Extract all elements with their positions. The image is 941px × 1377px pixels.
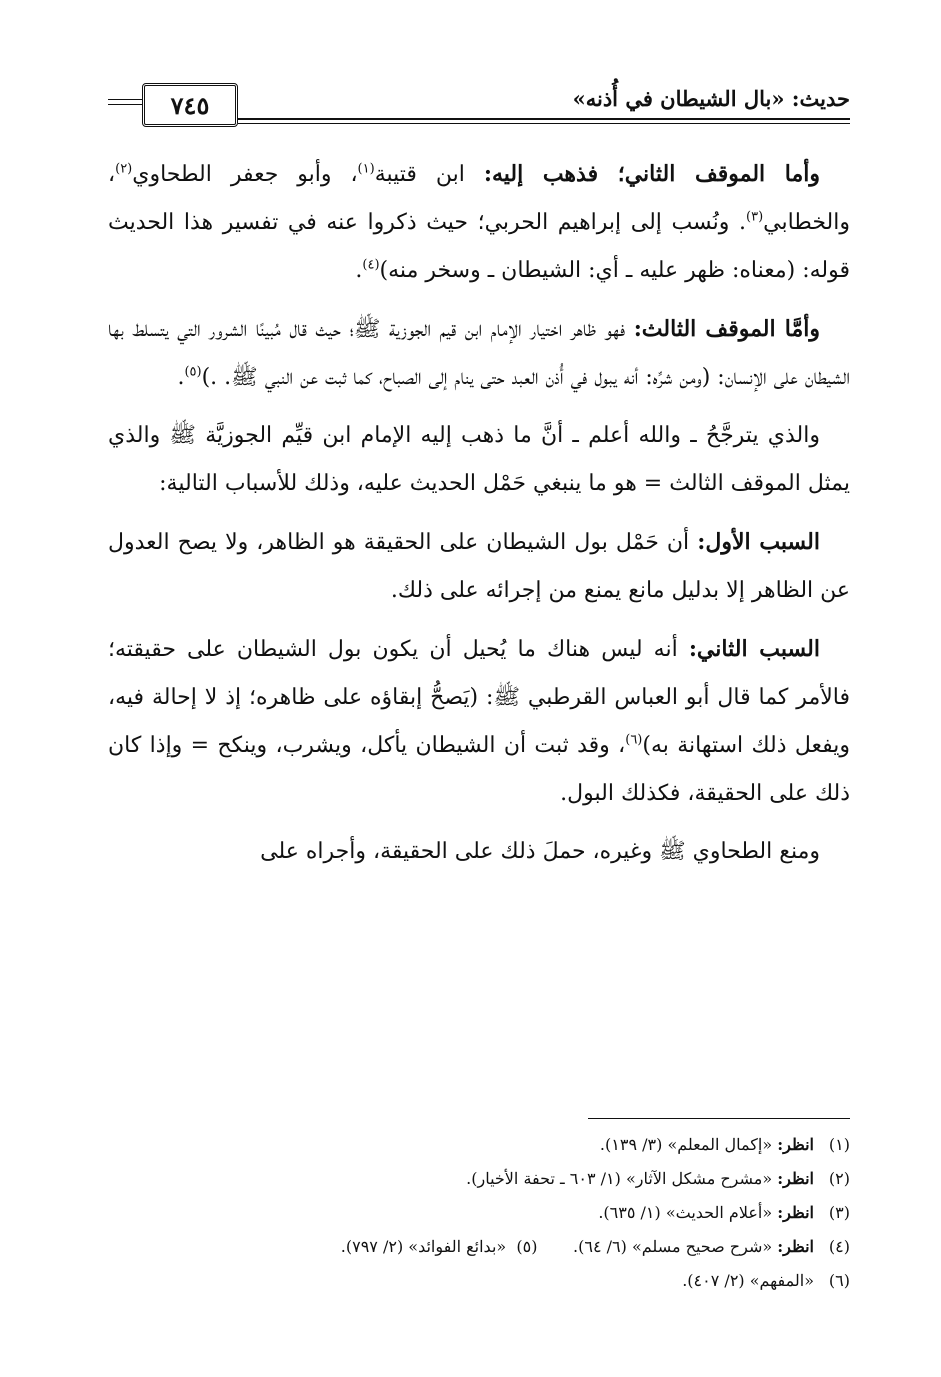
footnote-lead: انظر: bbox=[777, 1237, 814, 1256]
footnote-2 bbox=[108, 1162, 850, 1196]
paragraph-3 bbox=[108, 412, 850, 508]
footnote-number: (٣) bbox=[828, 1203, 850, 1222]
footnote-6 bbox=[108, 1264, 850, 1298]
footnote-text: «المفهم» (٢/ ٤٠٧). bbox=[682, 1271, 814, 1290]
paragraph-4 bbox=[108, 518, 850, 615]
footnote-divider bbox=[588, 1118, 850, 1119]
footnote-lead: انظر: bbox=[777, 1203, 814, 1222]
paragraph-text: أنه ليس هناك ما يُحيل أن يكون بول الشيطان على حقيقته؛ فالأمر كما قال أبو العباس القرطبي ﷺ: (يَصحُّ إبقاؤه على ظاهره؛ إذ لا إحالة فيه، ويفعل ذلك استهانة به) bbox=[108, 637, 850, 758]
page-number-box bbox=[142, 83, 238, 127]
paragraph-lead: وأما الموقف الثاني؛ فذهب إليه: bbox=[483, 161, 820, 187]
paragraph-2 bbox=[108, 305, 850, 402]
paragraph-text: . bbox=[355, 258, 363, 283]
paragraph-text: أن حَمْل بول الشيطان على الحقيقة هو الظاهر، ولا يصح العدول عن الظاهر إلا بدليل مانع يمنع من إجرائه على ذلك. bbox=[108, 530, 850, 603]
running-title: حديث: «بال الشيطان في أُذنه» bbox=[572, 86, 850, 111]
paragraph-text: ، وأبو جعفر الطحاوي bbox=[132, 162, 358, 187]
footnotes bbox=[108, 1128, 850, 1298]
header-rule-left bbox=[108, 99, 142, 105]
main-text bbox=[108, 150, 850, 886]
footnote-text: «أعلام الحديث» (١/ ٦٣٥). bbox=[598, 1203, 778, 1222]
paragraph-lead: السبب الأول: bbox=[697, 529, 821, 555]
paragraph-text: ابن قتيبة bbox=[374, 162, 484, 187]
footnote-1 bbox=[108, 1128, 850, 1162]
footnote-number: (٢) bbox=[828, 1169, 850, 1188]
header-rule-right bbox=[238, 118, 850, 124]
page-number: ٧٤٥ bbox=[170, 90, 210, 120]
paragraph-text: ، وقد ثبت أن الشيطان يأكل، ويشرب، وينكح = وإذا كان ذلك على الحقيقة، فكذلك البول. bbox=[108, 733, 850, 806]
paragraph-6 bbox=[108, 828, 850, 876]
footnote-ref: (٢) bbox=[115, 161, 133, 177]
footnote-text: «مشرح مشكل الآثار» (١/ ٦٠٣ ـ تحفة الأخيار). bbox=[466, 1169, 778, 1188]
footnote-number: (٤) bbox=[828, 1237, 850, 1256]
paragraph-lead: السبب الثاني: bbox=[688, 636, 820, 662]
paragraph-5 bbox=[108, 625, 850, 818]
footnote-lead: انظر: bbox=[777, 1169, 814, 1188]
footnote-number: (١) bbox=[828, 1135, 850, 1154]
footnote-text: «إكمال المعلم» (٣/ ١٣٩). bbox=[599, 1135, 778, 1154]
paragraph-text: . ونُسب إلى إبراهيم الحربي؛ حيث ذكروا عنه في تفسير هذا الحديث قوله: (معناه: ظهر عليه ـ أي: الشيطان ـ وسخر منه) bbox=[108, 210, 850, 283]
paragraph-text: والذي يترجَّحُ ـ والله أعلم ـ أنَّ ما ذهب إليه الإمام ابن قيِّم الجوزيَّة ﷺ والذي يمثل الموقف الثالث = هو ما ينبغي حَمْل الحديث عليه، وذلك للأسباب التالية: bbox=[108, 423, 850, 496]
footnote-ref: (٦) bbox=[625, 732, 643, 748]
footnote-ref: (١) bbox=[357, 161, 375, 177]
paragraph-text: ومنع الطحاوي ﷺ وغيره، حملَ ذلك على الحقيقة، وأجراه على bbox=[260, 839, 820, 864]
footnote-ref: (٣) bbox=[746, 209, 764, 225]
footnote-ref: (٤) bbox=[362, 257, 380, 273]
footnote-4 bbox=[108, 1230, 850, 1264]
page-header bbox=[108, 80, 850, 130]
paragraph-1 bbox=[108, 150, 850, 295]
paragraph-text: فهو ظاهر اختيار الإمام ابن قيم الجوزية ﷺ؛ حيث قال مُبينًا الشرور التي يتسلط بها الشيطان على الإنسان: (ومن شرِّه: أنه يبول في أُذن العبد حتى ينام إلى الصباح، كما ثبت عن النبي ﷺ. .) bbox=[108, 317, 850, 390]
paragraph-lead: وأمَّا الموقف الثالث: bbox=[633, 316, 820, 342]
footnote-number: (٦) bbox=[828, 1271, 850, 1290]
footnote-3 bbox=[108, 1196, 850, 1230]
paragraph-text: ، والخطابي bbox=[108, 162, 850, 235]
paragraph-text: . bbox=[177, 365, 185, 390]
footnote-text: «شرح صحيح مسلم» (٦/ ٦٤). (٥) «بدائع الفوائد» (٢/ ٧٩٧). bbox=[340, 1237, 778, 1256]
footnote-ref: (٥) bbox=[184, 364, 202, 380]
footnote-lead: انظر: bbox=[777, 1135, 814, 1154]
